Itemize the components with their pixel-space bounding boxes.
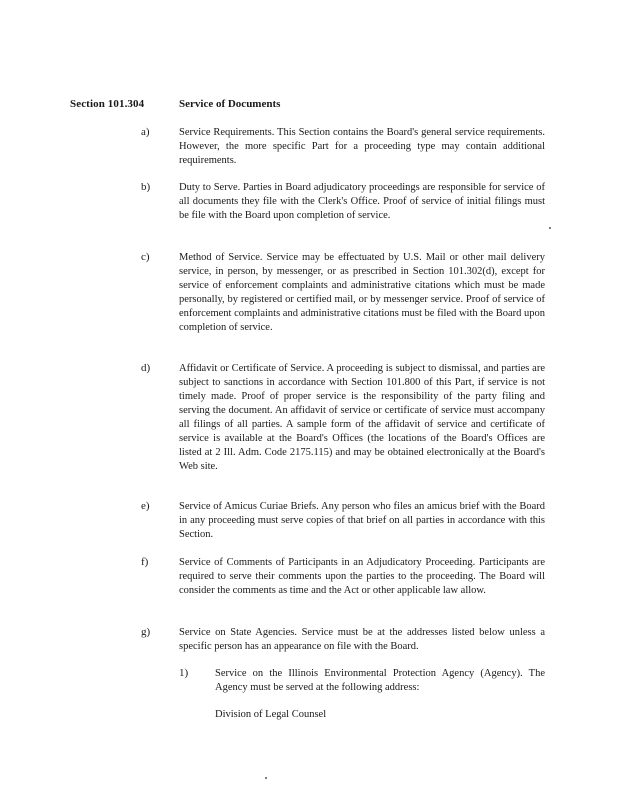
scan-speck <box>549 227 551 229</box>
paragraph-text-e: Service of Amicus Curiae Briefs. Any person who files an amicus brief with the Board in any proceeding must serve copies of that brief on all parties in accordance with this Section. <box>179 501 545 540</box>
paragraph-text-c: Method of Service. Service may be effectuated by U.S. Mail or other mail delivery service, in person, by messenger, or as prescribed in Section 101.302(d), except for service of enforcement complaints and administrative citations which must be made personally, by registered or certified mail, or by messenger service. Proof of service of enforcement complaints and administrative citations must be filed with the Board upon completion of service. <box>179 252 545 333</box>
paragraph-text-g: Service on State Agencies. Service must be at the addresses listed below unless a specific person has an appearance on file with the Board. <box>179 627 545 652</box>
paragraph-letter-a: a) <box>141 126 150 138</box>
paragraph-text-d: Affidavit or Certificate of Service. A proceeding is subject to dismissal, and parties are subject to sanctions in accordance with Section 101.800 of this Part, if service is not timely made. Proof of proper service is the responsibility of the party filing and serving the document. An affidavit of service or certificate of service must accompany all filings of all parties. A sample form of the affidavit of service and certificate of service is available at the Board's Offices (the locations of the Board's Offices are listed at 2 Ill. Adm. Code 2175.115) and may be obtained electronically at the Board's Web site. <box>179 363 545 472</box>
paragraph-text-a: Service Requirements. This Section contains the Board's general service requirements. However, the more specific Part for a proceeding type may contain additional requirements. <box>179 127 545 166</box>
paragraph-letter-g: g) <box>141 626 151 638</box>
subparagraph-number: 1) <box>179 667 189 679</box>
paragraph-text-f: Service of Comments of Participants in an Adjudicatory Proceeding. Participants are required to serve their comments upon the parties to the proceeding. The Board will consider the comments as time and the Act or other applicable law allow. <box>179 557 545 596</box>
subparagraph-text: Service on the Illinois Environmental Protection Agency (Agency). The Agency must be served at the following address: <box>215 668 545 693</box>
paragraph-letter-c: c) <box>141 251 150 263</box>
paragraph-text-b: Duty to Serve. Parties in Board adjudicatory proceedings are responsible for service of all documents they file with the Clerk's Office. Proof of service of initial filings must be file with the Board upon completion of service. <box>179 182 545 221</box>
paragraph-letter-e: e) <box>141 500 150 512</box>
section-number: Section 101.304 <box>70 98 145 110</box>
paragraph-letter-d: d) <box>141 362 151 374</box>
paragraph-letter-b: b) <box>141 181 151 193</box>
section-title: Service of Documents <box>179 98 281 110</box>
address-line: Division of Legal Counsel <box>215 709 327 720</box>
paragraph-letter-f: f) <box>141 556 149 568</box>
scan-speck <box>265 777 267 779</box>
